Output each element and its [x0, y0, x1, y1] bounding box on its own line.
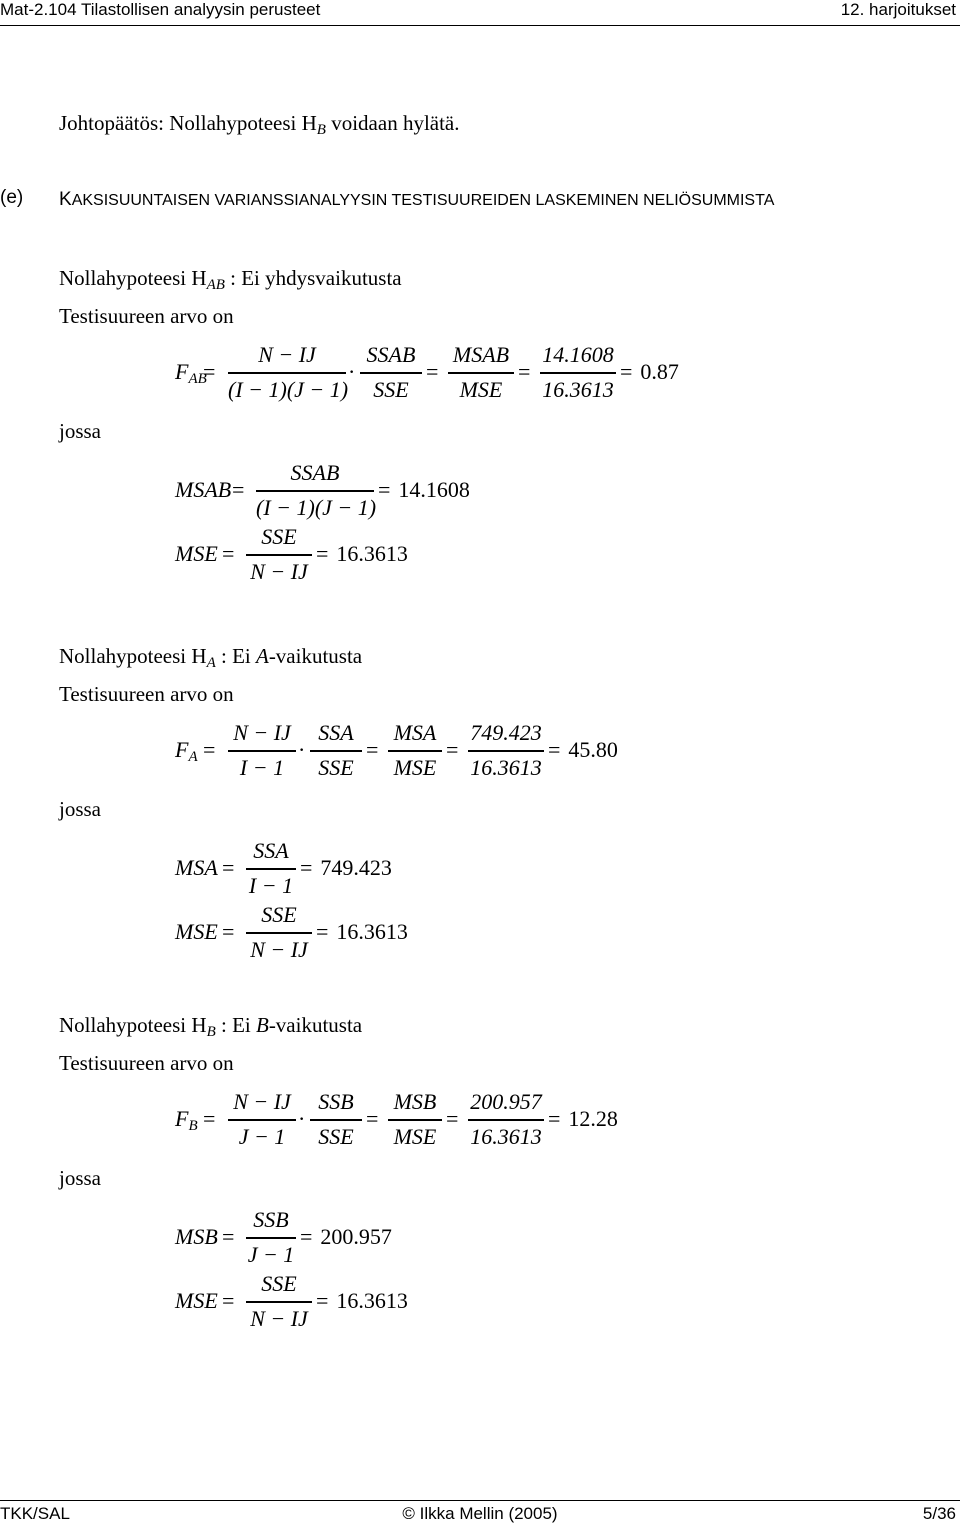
f-result-eq: = — [548, 1106, 561, 1131]
equals-sign: = — [203, 359, 216, 384]
fraction-ms-def — [256, 460, 377, 522]
fraction-mse-def — [246, 1271, 312, 1333]
fraction-ss — [310, 720, 362, 782]
fraction-mse-def-denominator: N − IJ — [250, 559, 308, 584]
fraction-df-bar — [228, 750, 296, 752]
ms-lhs: MSAB — [175, 477, 232, 502]
fraction-ms-bar — [448, 372, 514, 374]
fraction-ss-bar — [310, 1119, 362, 1121]
equals-sign: = — [446, 1106, 459, 1131]
fraction-ms-numerator: MSAB — [452, 342, 510, 367]
conclusion-prefix: Johtopäätös: Nollahypoteesi H — [59, 111, 317, 135]
test-statistic-text: Testisuureen arvo on — [59, 304, 234, 328]
fraction-df-numerator: N − IJ — [233, 720, 291, 745]
fraction-ms-def-numerator: SSA — [253, 838, 289, 863]
f-subscript: B — [188, 1118, 198, 1134]
ms-eq: = — [300, 855, 313, 880]
f-result-value: 0.87 — [640, 359, 679, 384]
section-title-first: K — [59, 189, 72, 210]
ms-lhs: MSA — [175, 855, 218, 880]
dot-operator: · — [298, 737, 306, 762]
f-result — [548, 1106, 618, 1132]
fraction-ms-def-denominator: (I − 1)(J − 1) — [256, 495, 377, 520]
mse-lhs: MSE — [175, 1288, 218, 1313]
dot-operator: · — [298, 1106, 306, 1131]
fraction-mse-def-numerator: SSE — [261, 902, 297, 927]
conclusion-line — [59, 111, 460, 136]
fraction-mse-def — [246, 902, 312, 964]
fraction-ms-def-bar — [256, 490, 374, 492]
f-result — [620, 359, 679, 385]
fraction-ss-denominator: SSE — [318, 1124, 354, 1149]
ms-eq: = — [300, 1224, 313, 1249]
jossa-label: jossa — [59, 797, 101, 821]
equals-sign: = — [222, 919, 235, 944]
equals-sign: = — [222, 855, 235, 880]
conclusion-sub: B — [316, 122, 326, 138]
footer-right: 5/36 — [922, 1504, 956, 1523]
mse-lhs: MSE — [175, 919, 218, 944]
fraction-mse-def-denominator: N − IJ — [250, 1306, 308, 1331]
fraction-values — [468, 720, 544, 782]
equals-sign: = — [366, 1106, 379, 1131]
fraction-ms — [388, 720, 442, 782]
fraction-ms-def-numerator: SSB — [253, 1207, 289, 1232]
f-letter: F — [175, 359, 189, 384]
equals-sign: = — [222, 541, 235, 566]
equals-sign: = — [232, 477, 245, 502]
fraction-df — [228, 720, 296, 782]
hypothesis-suffix: : Ei — [215, 644, 256, 668]
fraction-mse-def-bar — [246, 554, 312, 556]
hypothesis-suffix: : Ei yhdysvaikutusta — [224, 266, 402, 290]
footer-rule — [0, 1500, 960, 1501]
test-statistic-text: Testisuureen arvo on — [59, 682, 234, 706]
footer-center: © Ilkka Mellin (2005) — [402, 1504, 558, 1523]
fraction-ms-def-bar — [246, 1237, 296, 1239]
fraction-ms-denominator: MSE — [393, 755, 437, 780]
f-letter: F — [175, 1106, 189, 1131]
ms-value-line — [300, 1224, 392, 1250]
fraction-ss — [310, 1089, 362, 1151]
fraction-df — [228, 1089, 296, 1151]
hypothesis-suffix: : Ei — [215, 1013, 256, 1037]
f-letter: F — [175, 737, 189, 762]
fraction-values-denominator: 16.3613 — [470, 1124, 542, 1149]
f-symbol — [175, 1106, 198, 1132]
mse-value: 16.3613 — [336, 919, 408, 944]
ms-value-line — [378, 477, 470, 503]
fraction-ms-def — [246, 838, 296, 900]
equals-sign: = — [222, 1224, 235, 1249]
fraction-ms-bar — [388, 750, 442, 752]
equals-sign: = — [426, 359, 439, 384]
hypothesis-sub: A — [206, 655, 216, 671]
fraction-ms-denominator: MSE — [459, 377, 503, 402]
fraction-values-numerator: 200.957 — [470, 1089, 542, 1114]
ms-lhs: MSB — [175, 1224, 218, 1249]
equals-sign: = — [518, 359, 531, 384]
fraction-values-numerator: 749.423 — [470, 720, 542, 745]
fraction-ms-denominator: MSE — [393, 1124, 437, 1149]
section-label: (e) — [0, 187, 24, 208]
hypothesis-sub: AB — [206, 277, 225, 293]
fraction-df-denominator: I − 1 — [239, 755, 285, 780]
f-result-eq: = — [620, 359, 633, 384]
ms-value: 14.1608 — [398, 477, 470, 502]
fraction-ss-bar — [360, 372, 422, 374]
hypothesis-line — [59, 266, 402, 291]
fraction-values-denominator: 16.3613 — [470, 755, 542, 780]
f-result — [548, 737, 618, 763]
test-statistic-text: Testisuureen arvo on — [59, 1051, 234, 1075]
header-exercise: 12. harjoitukset — [840, 0, 956, 19]
f-symbol — [175, 359, 207, 385]
fraction-ss-numerator: SSAB — [366, 342, 416, 367]
fraction-df-bar — [228, 1119, 296, 1121]
fraction-ms — [448, 342, 514, 404]
hypothesis-line — [59, 1013, 362, 1038]
f-result-value: 12.28 — [568, 1106, 618, 1131]
equals-sign: = — [366, 737, 379, 762]
equals-sign: = — [203, 1106, 216, 1131]
fraction-ms-numerator: MSB — [393, 1089, 437, 1114]
fraction-ms — [388, 1089, 442, 1151]
equals-sign: = — [203, 737, 216, 762]
section-title-rest: AKSISUUNTAISEN VARIANSSIANALYYSIN TESTISUUREIDEN LASKEMINEN NELIÖSUMMISTA — [71, 192, 775, 209]
fraction-ms-def-denominator: I − 1 — [248, 873, 294, 898]
fraction-values-denominator: 16.3613 — [542, 377, 614, 402]
ms-eq: = — [378, 477, 391, 502]
fraction-values-bar — [540, 372, 616, 374]
ms-value: 749.423 — [320, 855, 392, 880]
f-result-eq: = — [548, 737, 561, 762]
header-course: Mat-2.104 Tilastollisen analyysin perusteet — [0, 0, 321, 19]
f-subscript: A — [188, 749, 198, 765]
fraction-df-denominator: (I − 1)(J − 1) — [228, 377, 349, 402]
fraction-ms-bar — [388, 1119, 442, 1121]
fraction-mse-def-numerator: SSE — [261, 524, 297, 549]
footer-left: TKK/SAL — [0, 1504, 70, 1523]
hypothesis-prefix: Nollahypoteesi H — [59, 644, 207, 668]
fraction-mse-def-denominator: N − IJ — [250, 937, 308, 962]
hypothesis-prefix: Nollahypoteesi H — [59, 266, 207, 290]
fraction-values-numerator: 14.1608 — [542, 342, 614, 367]
fraction-df — [228, 342, 349, 404]
fraction-ms-def-bar — [246, 868, 296, 870]
hypothesis-suffix-post: -vaikutusta — [268, 644, 363, 668]
fraction-ss — [360, 342, 422, 404]
fraction-ss-numerator: SSA — [318, 720, 354, 745]
hypothesis-sub: B — [206, 1024, 216, 1040]
hypothesis-italic: A — [255, 644, 269, 668]
mse-value-line — [316, 1288, 408, 1314]
fraction-ms-numerator: MSA — [393, 720, 437, 745]
fraction-values-bar — [468, 750, 544, 752]
conclusion-suffix: voidaan hylätä. — [325, 111, 460, 135]
f-result-value: 45.80 — [568, 737, 618, 762]
fraction-values — [468, 1089, 544, 1151]
fraction-ss-bar — [310, 750, 362, 752]
header-rule — [0, 25, 960, 26]
hypothesis-italic: B — [255, 1013, 269, 1037]
fraction-mse-def — [246, 524, 312, 586]
fraction-df-numerator: N − IJ — [258, 342, 316, 367]
mse-lhs: MSE — [175, 541, 218, 566]
fraction-ss-numerator: SSB — [318, 1089, 354, 1114]
jossa-label: jossa — [59, 1166, 101, 1190]
hypothesis-prefix: Nollahypoteesi H — [59, 1013, 207, 1037]
ms-value: 200.957 — [320, 1224, 392, 1249]
fraction-df-numerator: N − IJ — [233, 1089, 291, 1114]
mse-eq: = — [316, 919, 329, 944]
f-subscript: AB — [188, 371, 207, 387]
mse-value-line — [316, 919, 408, 945]
fraction-df-denominator: J − 1 — [238, 1124, 286, 1149]
fraction-ms-def-denominator: J − 1 — [247, 1242, 295, 1267]
mse-eq: = — [316, 541, 329, 566]
section-title — [59, 189, 774, 211]
ms-value-line — [300, 855, 392, 881]
dot-operator: · — [348, 359, 356, 384]
fraction-mse-def-bar — [246, 1301, 312, 1303]
hypothesis-line — [59, 644, 362, 669]
equals-sign: = — [222, 1288, 235, 1313]
fraction-mse-def-bar — [246, 932, 312, 934]
mse-eq: = — [316, 1288, 329, 1313]
fraction-mse-def-numerator: SSE — [261, 1271, 297, 1296]
fraction-df-bar — [228, 372, 346, 374]
jossa-label: jossa — [59, 419, 101, 443]
hypothesis-suffix-post: -vaikutusta — [268, 1013, 363, 1037]
fraction-values-bar — [468, 1119, 544, 1121]
fraction-ms-def-numerator: SSAB — [290, 460, 340, 485]
mse-value-line — [316, 541, 408, 567]
equals-sign: = — [446, 737, 459, 762]
fraction-ss-denominator: SSE — [373, 377, 409, 402]
fraction-ss-denominator: SSE — [318, 755, 354, 780]
f-symbol — [175, 737, 198, 763]
fraction-ms-def — [246, 1207, 296, 1269]
mse-value: 16.3613 — [336, 1288, 408, 1313]
mse-value: 16.3613 — [336, 541, 408, 566]
fraction-values — [540, 342, 616, 404]
